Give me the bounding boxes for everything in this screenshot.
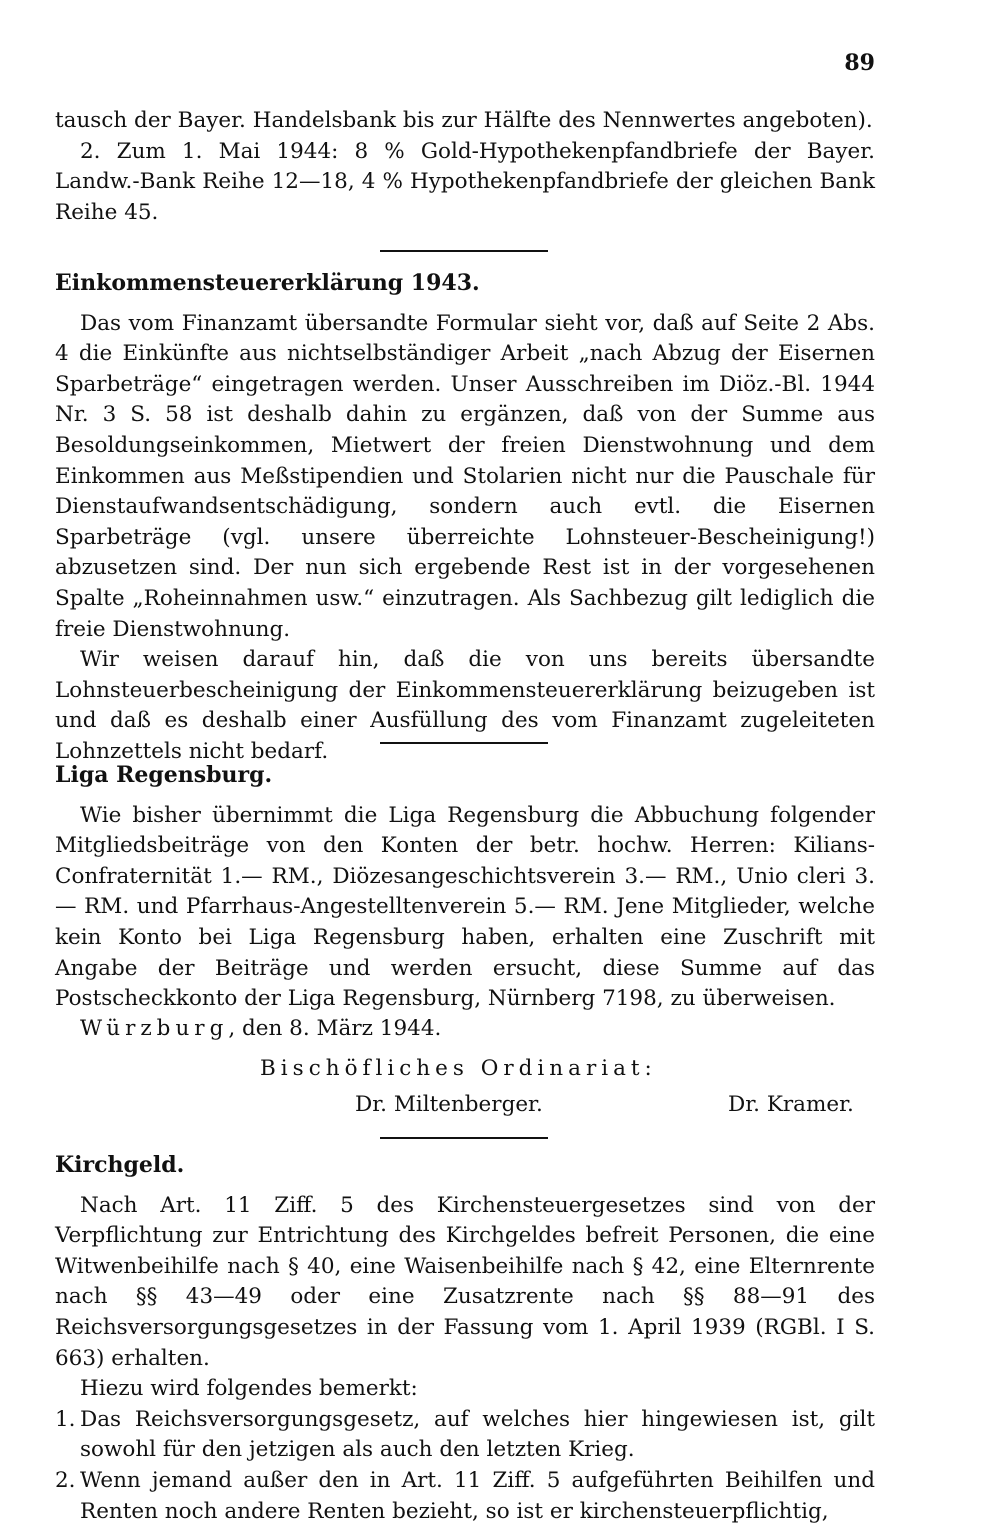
signer-1: Dr. Miltenberger. — [355, 1092, 543, 1117]
signature-date: , den 8. März 1944. — [228, 1016, 442, 1041]
section-heading: Liga Regensburg. — [55, 762, 273, 788]
paragraph: Das vom Finanzamt übersandte Formular sieht vor, daß auf Seite 2 Abs. 4 die Einkünfte aus nichtselbständiger Arbeit „nach Abzug der Eisernen Sparbeträge“ eingetragen werden. Unser Ausschreiben im Diöz.-Bl. 1944 Nr. 3 S. 58 ist deshalb dahin zu ergänzen, daß von der Summe aus Besoldungseinkommen, Mietwert der freien Dienstwohnung und dem Einkommen aus Meßstipendien und Stolarien nicht nur die Pauschale für Dienstaufwandsentschädigung, sondern auch evtl. die Eisernen Sparbeträge (vgl. unsere überreichte Lohnsteuer-Bescheinigung!) abzusetzen sind. Der nun sich ergebende Rest ist in der vorgesehenen Spalte „Roheinnahmen usw.“ einzutragen. Als Sachbezug gilt lediglich die freie Dienstwohnung. — [55, 310, 875, 642]
section-liga-regensburg — [55, 760, 875, 1015]
signature-place: Würzburg — [80, 1016, 229, 1041]
section-kirchgeld — [55, 1150, 875, 1527]
paragraph: Wir weisen darauf hin, daß die von uns bereits übersandte Lohnsteuerbescheinigung der Einkommensteuererklärung beizugeben ist und daß es deshalb einer Ausfüllung des vom Finanzamt zugeleiteten Lohnzettels nicht bedarf. — [55, 647, 875, 764]
intro-paragraph-1: tausch der Bayer. Handelsbank bis zur Hälfte des Nennwertes angeboten). — [55, 108, 873, 133]
list-number: 1. — [55, 1406, 76, 1432]
section-divider — [380, 742, 548, 744]
signature-office: Bischöfliches Ordinariat: — [260, 1056, 657, 1081]
section-heading: Kirchgeld. — [55, 1152, 185, 1178]
list-item — [55, 1466, 875, 1527]
section-einkommensteuer — [55, 268, 875, 768]
signer-2: Dr. Kramer. — [728, 1092, 854, 1117]
paragraph: Nach Art. 11 Ziff. 5 des Kirchensteuergesetzes sind von der Verpflichtung zur Entrichtung des Kirchgeldes befreit Personen, die eine Witwenbeihilfe nach § 40, eine Waisenbeihilfe nach § 42, eine Elternrente nach §§ 43—49 oder eine Zusatzrente nach §§ 88—91 des Reichsversorgungsgesetzes in der Fassung vom 1. April 1939 (RGBl. I S. 663) erhalten. — [55, 1192, 875, 1371]
intro-block — [55, 106, 875, 228]
paragraph: Wie bisher übernimmt die Liga Regensburg die Abbuchung folgender Mitgliedsbeiträge von den Konten der betr. hochw. Herren: Kilians-Confraternität 1.— RM., Diözesangeschichtsverein 3.— RM., Unio cleri 3.— RM. und Pfarrhaus-Angestelltenverein 5.— RM. Jene Mitglieder, welche kein Konto bei Liga Regensburg haben, erhalten eine Zuschrift mit Angabe der Beiträge und werden ersucht, diese Summe auf das Postscheckkonto der Liga Regensburg, Nürnberg 7198, zu überweisen. — [55, 802, 875, 1012]
list-text: Das Reichsversorgungsgesetz, auf welches hier hingewiesen ist, gilt sowohl für den jetzigen als auch den letzten Krieg. — [80, 1406, 875, 1463]
intro-paragraph-2: 2. Zum 1. Mai 1944: 8 % Gold-Hypothekenpfandbriefe der Bayer. Landw.-Bank Reihe 12—18, 4 % Hypothekenpfandbriefe der gleichen Bank Reihe 45. — [55, 138, 875, 225]
list-item — [55, 1405, 875, 1466]
numbered-list — [55, 1405, 875, 1527]
section-heading: Einkommensteuererklärung 1943. — [55, 270, 480, 296]
date-line — [80, 1014, 441, 1045]
list-number: 2. — [55, 1467, 76, 1493]
section-divider — [380, 250, 548, 252]
list-text: Wenn jemand außer den in Art. 11 Ziff. 5 aufgeführten Beihilfen und Renten noch andere Renten bezieht, so ist er kirchensteuerpflichtig, — [80, 1467, 875, 1524]
page-number: 89 — [844, 50, 875, 76]
section-divider — [380, 1137, 548, 1139]
paragraph: Hiezu wird folgendes bemerkt: — [80, 1376, 418, 1402]
